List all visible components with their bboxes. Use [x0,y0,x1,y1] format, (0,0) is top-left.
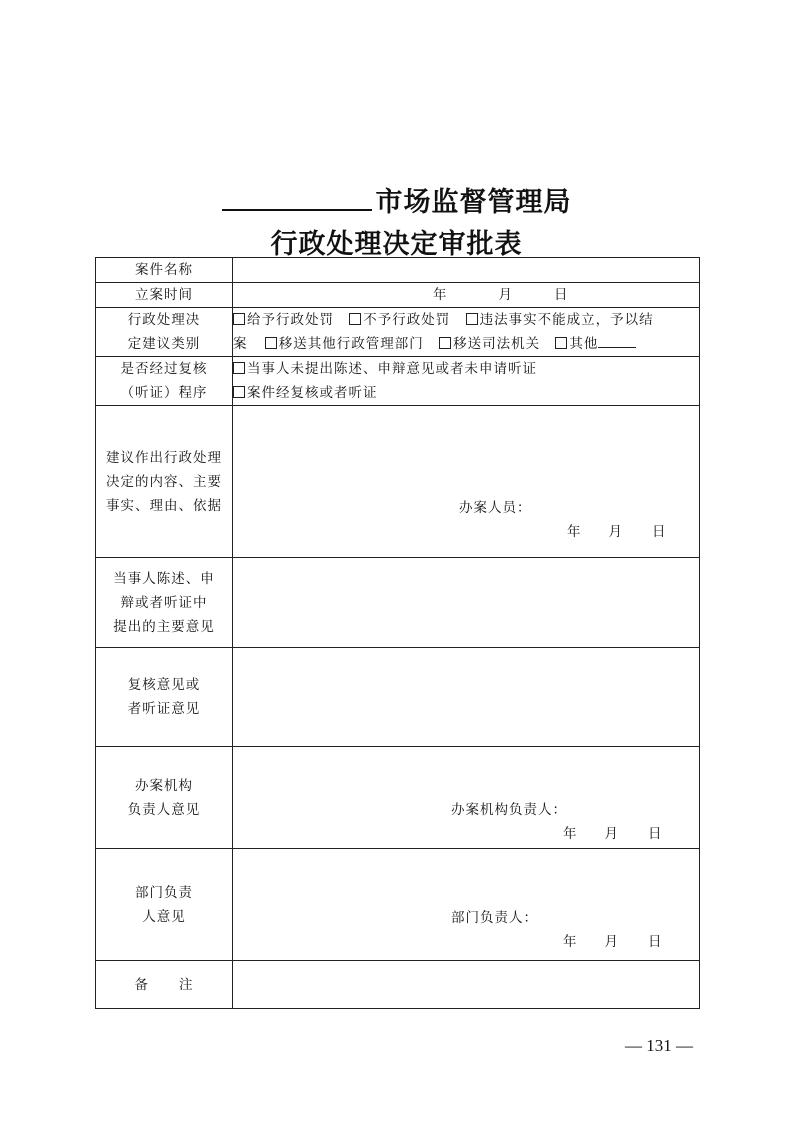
row-agency-opinion [96,747,700,849]
review-opinion-field[interactable] [233,648,700,747]
row-remarks [96,961,700,1009]
checkbox-icon[interactable] [265,337,277,349]
page-number: — 131 — [625,1036,693,1055]
option-no-penalty[interactable]: 不予行政处罚 [349,312,450,328]
dept-opinion-date: 年 月 日 [563,934,662,950]
checkbox-icon[interactable] [439,337,451,349]
row-filing-time [96,283,700,308]
remarks-label: 备 注 [96,961,233,1009]
checkbox-icon[interactable] [233,362,245,374]
row-review-opinion [96,648,700,747]
dept-head-signature: 部门负责人： [451,910,538,926]
option-other[interactable]: 其他 [555,336,636,352]
row-decision-type [96,308,700,357]
party-opinion-field[interactable] [233,558,700,648]
checkbox-icon[interactable] [349,313,361,325]
agency-opinion-date: 年 月 日 [563,826,662,842]
filing-time-field[interactable]: 年 月 日 [233,283,700,308]
case-name-field[interactable] [233,258,700,283]
dept-opinion-field[interactable] [233,849,700,961]
row-party-opinion [96,558,700,648]
filing-time-label: 立案时间 [96,283,233,308]
option-facts-not-established[interactable]: 违法事实不能成立，予以结 [466,312,654,328]
agency-opinion-label: 办案机构 负责人意见 [96,747,233,849]
proposal-label: 建议作出行政处理 决定的内容、主要 事实、理由、依据 [96,406,233,558]
party-opinion-label: 当事人陈述、申 辩或者听证中 提出的主要意见 [96,558,233,648]
checkbox-icon[interactable] [233,313,245,325]
decision-type-label: 行政处理决 定建议类别 [96,308,233,357]
checkbox-icon[interactable] [466,313,478,325]
remarks-field[interactable] [233,961,700,1009]
option-transfer-judicial[interactable]: 移送司法机关 [439,336,540,352]
row-review [96,357,700,406]
option-give-penalty[interactable]: 给予行政处罚 [233,312,334,328]
case-name-label: 案件名称 [96,258,233,283]
review-label: 是否经过复核 （听证）程序 [96,357,233,406]
agency-title: 市场监督管理局 [0,180,793,219]
form-title: 行政处理决定审批表 [270,229,523,260]
proposal-date: 年 月 日 [567,524,666,540]
row-proposal [96,406,700,558]
option-transfer-admin[interactable]: 移送其他行政管理部门 [265,336,424,352]
agency-name-blank[interactable] [222,183,372,211]
dept-opinion-label: 部门负责 人意见 [96,849,233,961]
agency-opinion-field[interactable] [233,747,700,849]
review-options [233,357,700,406]
row-dept-opinion [96,849,700,961]
other-blank[interactable] [598,333,636,348]
approval-form-table [95,257,700,1009]
decision-type-options: 给予行政处罚 不予行政处罚 违法事实不能成立，予以结 案 移送其他行政管理部门 移送司法机关 其他 [233,308,700,357]
case-officer-signature: 办案人员： [459,500,532,516]
agency-head-signature: 办案机构负责人： [451,802,567,818]
review-opinion-label: 复核意见或 者听证意见 [96,648,233,747]
checkbox-icon[interactable] [555,337,567,349]
proposal-field[interactable] [233,406,700,558]
checkbox-icon[interactable] [233,386,245,398]
option-reviewed[interactable]: 案件经复核或者听证 [233,381,699,405]
row-case-name [96,258,700,283]
option-no-statement[interactable]: 当事人未提出陈述、申辩意见或者未申请听证 [233,357,699,381]
